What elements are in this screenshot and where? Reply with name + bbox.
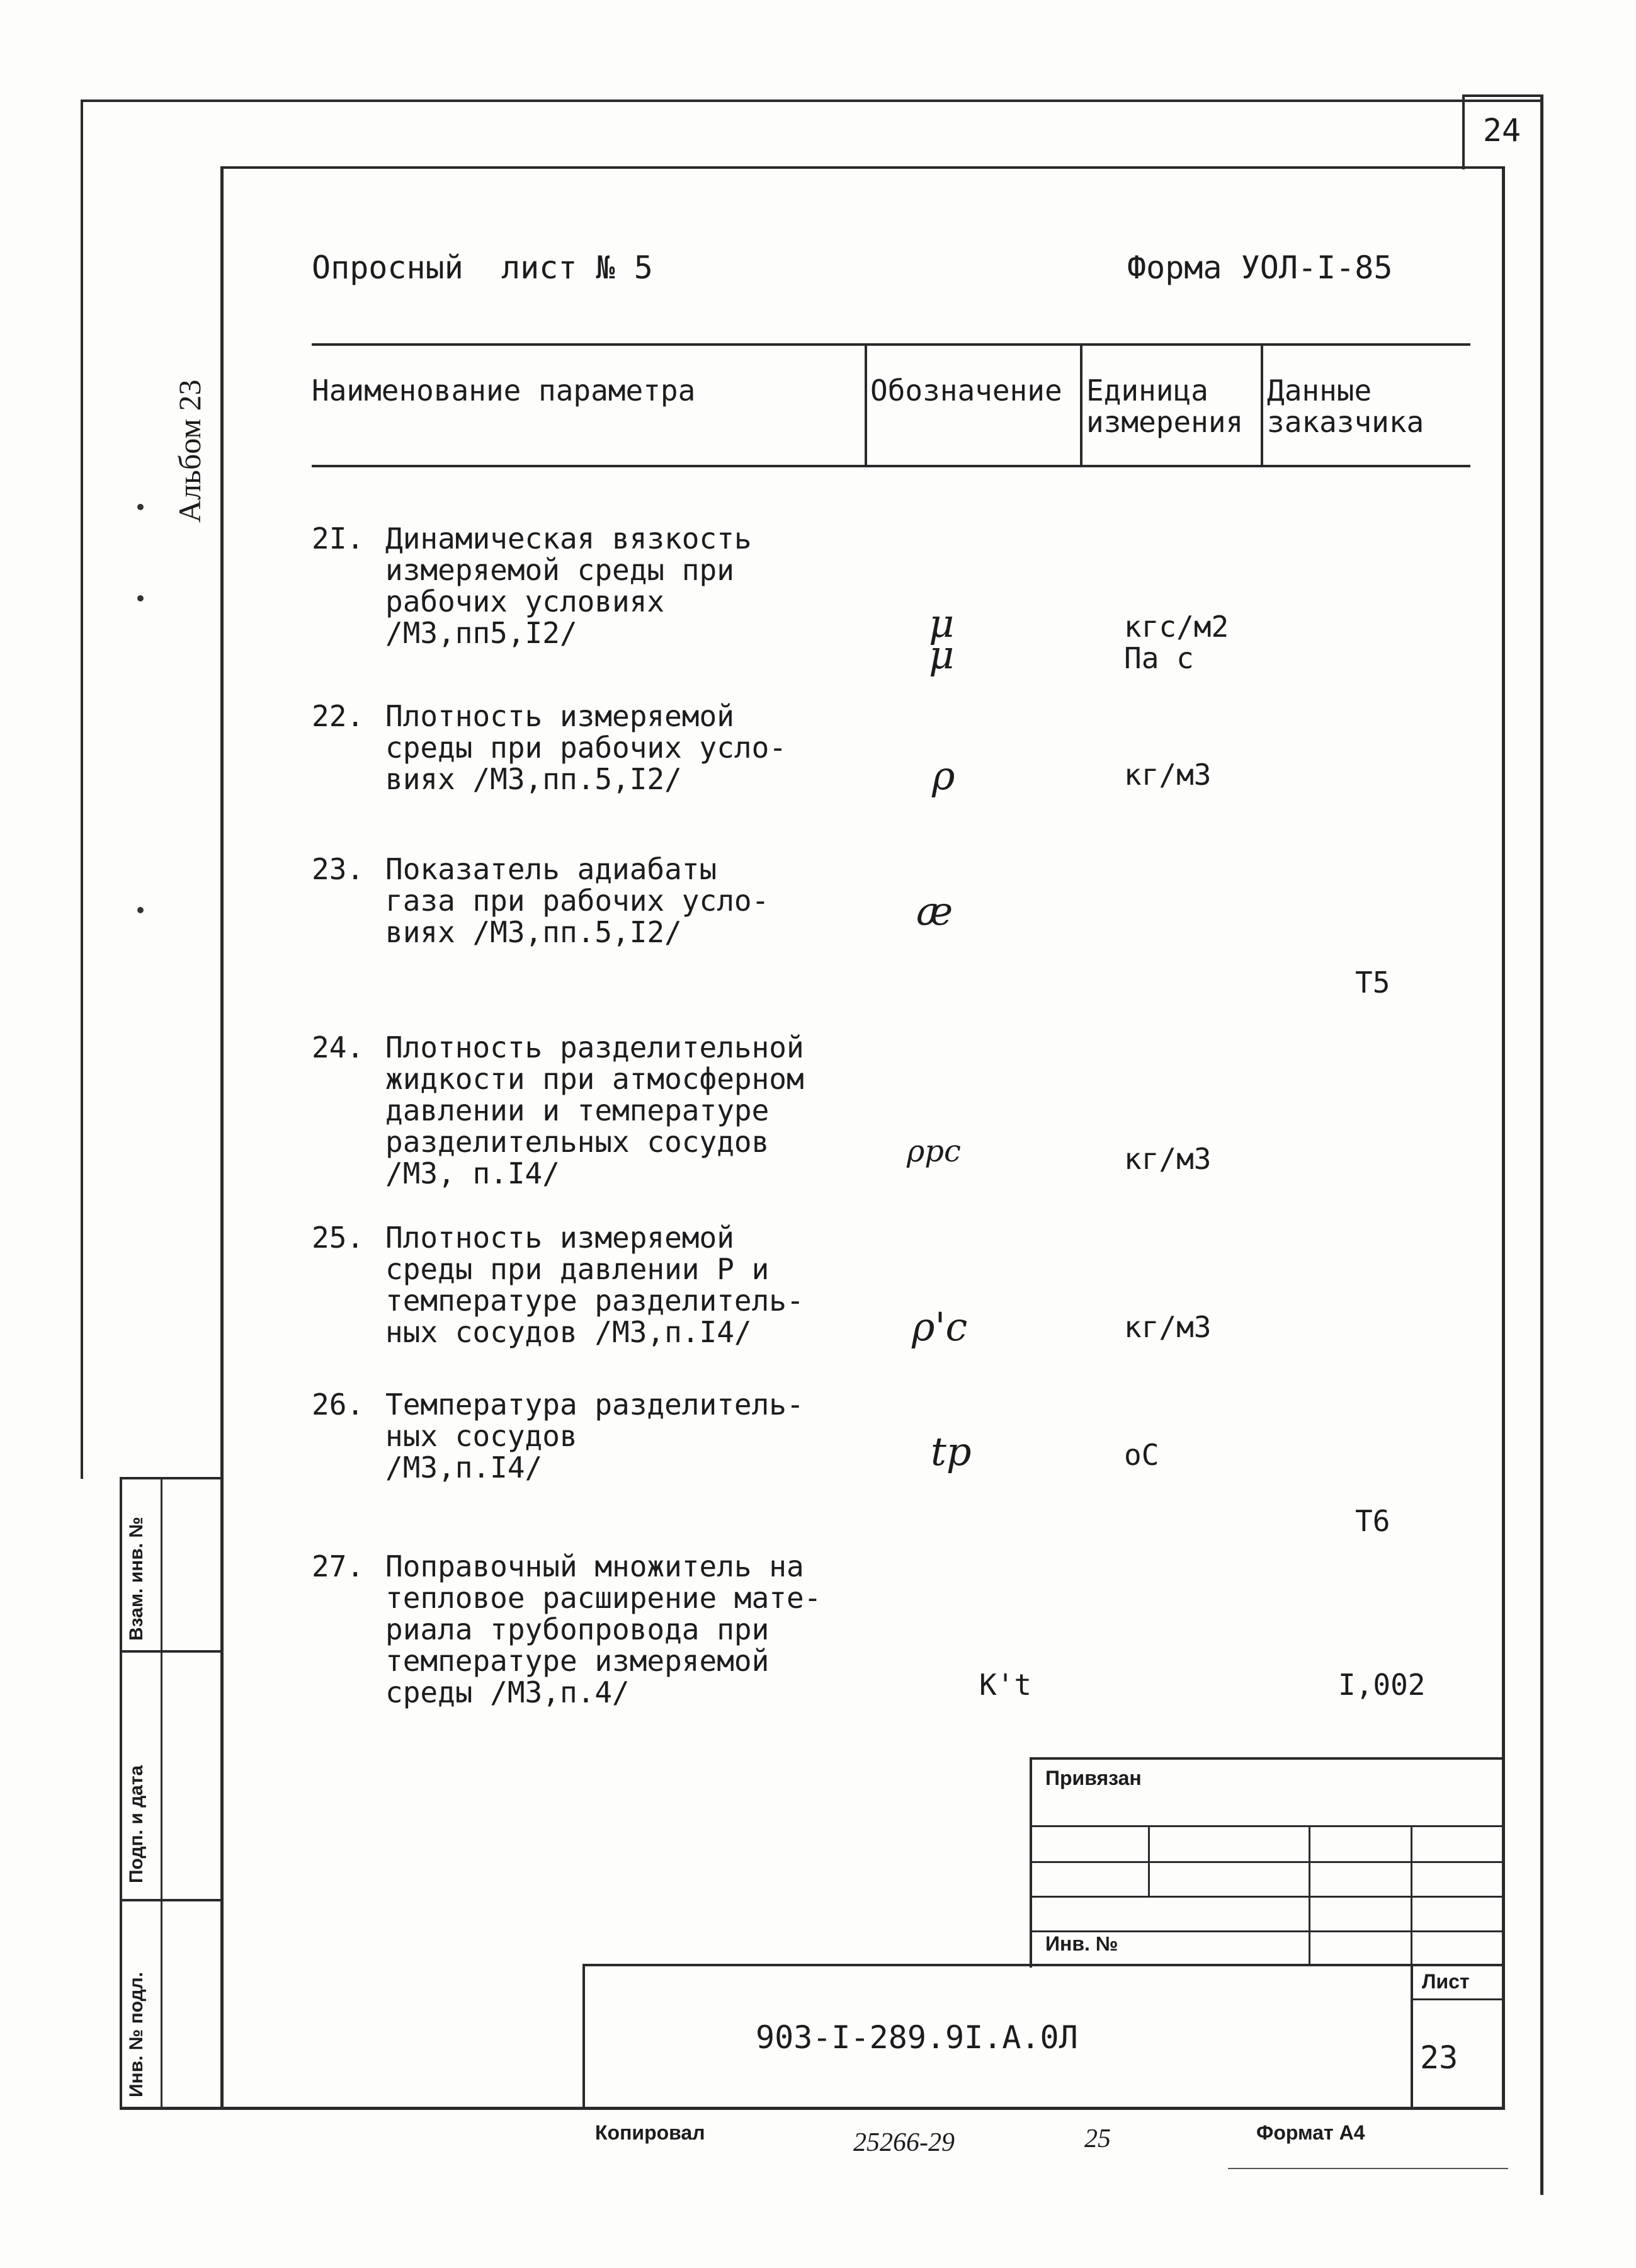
- row-23-text: Показатель адиабаты газа при рабочих усло- виях /МЗ,пп.5,I2/: [385, 852, 770, 949]
- row-26-unit: оС: [1124, 1438, 1159, 1472]
- row-22-number: 22.: [312, 699, 365, 733]
- side-stamp-sep-1: [120, 1650, 224, 1653]
- row-27-value: I,002: [1338, 1668, 1426, 1702]
- outer-frame-top: [81, 100, 1543, 102]
- binding-rule-2: [1030, 1861, 1502, 1863]
- row-23-symbol: æ: [916, 888, 953, 934]
- row-27-symbol: К't: [979, 1668, 1032, 1702]
- doc-code: 903-I-289.9I.A.0Л: [756, 2019, 1078, 2056]
- col-header-customer: Данные заказчика: [1267, 373, 1424, 439]
- binding-rule-1: [1030, 1825, 1502, 1827]
- side-stamp-mid: [161, 1477, 162, 2110]
- footer-kopiroval: Копировал: [595, 2121, 705, 2144]
- row-24-number: 24.: [312, 1030, 365, 1064]
- footer-page: 25: [1084, 2124, 1111, 2153]
- side-stamp-vzam-inv: Взам. инв. №: [126, 1517, 147, 1641]
- side-stamp-top: [120, 1477, 224, 1479]
- title-block-top: [582, 1964, 1505, 1966]
- row-24-symbol: ρрс: [907, 1134, 961, 1169]
- outer-frame-right: [1540, 94, 1543, 2195]
- col-header-symbol: Обозначение: [870, 373, 1062, 407]
- binding-col-2: [1309, 1825, 1310, 1965]
- row-24-unit: кг/м3: [1124, 1142, 1212, 1176]
- col-sep-2: [1080, 343, 1082, 466]
- sheet-number: 24: [1482, 112, 1521, 149]
- row-25-number: 25.: [312, 1221, 365, 1255]
- row-23-number: 23.: [312, 852, 365, 886]
- row-21-symbol: μ μ: [929, 600, 955, 678]
- footer-order: 25266-29: [853, 2128, 955, 2157]
- inner-frame-top: [220, 166, 1505, 169]
- row-22-unit: кг/м3: [1124, 758, 1212, 792]
- binding-label: Привязан: [1045, 1767, 1142, 1789]
- list-number: 23: [1420, 2039, 1458, 2076]
- side-stamp-podp-data: Подп. и дата: [126, 1765, 147, 1883]
- row-25-symbol: ρ'c: [912, 1304, 968, 1350]
- footer-format: Формат А4: [1256, 2121, 1365, 2144]
- row-26-number: 26.: [312, 1388, 365, 1422]
- title-block-left: [582, 1964, 585, 2109]
- margin-dot: [137, 595, 144, 601]
- title-block-sheet-rule: [1411, 1998, 1505, 2000]
- row-26-text: Температура разделитель- ных сосудов /МЗ,п.I4/: [385, 1388, 804, 1484]
- album-label: Альбом 23: [172, 379, 207, 523]
- form-label: Форма УОЛ-I-85: [1127, 249, 1393, 286]
- row-21-number: 2I.: [312, 521, 365, 556]
- inv-label: Инв. №: [1045, 1932, 1118, 1955]
- table-top-rule: [312, 343, 1470, 346]
- row-22-symbol: ρ: [932, 753, 955, 799]
- binding-col-3: [1411, 1825, 1412, 1965]
- col-header-unit: Единица измерения: [1086, 373, 1244, 439]
- margin-dot: [137, 504, 144, 510]
- outer-frame-left: [81, 100, 83, 1479]
- margin-dot: [137, 907, 144, 913]
- row-24-text: Плотность разделительной жидкости при атмосферном давлении и температуре разделительных сосудов /МЗ, п.I4/: [385, 1030, 804, 1190]
- row-22-text: Плотность измеряемой среды при рабочих усло- виях /МЗ,пп.5,I2/: [385, 699, 787, 796]
- row-26-symbol: tр: [931, 1428, 972, 1474]
- row-27-number: 27.: [312, 1549, 365, 1583]
- side-stamp-left: [120, 1477, 122, 2110]
- row-27-text: Поправочный множитель на тепловое расширение мате- риала трубопровода при температуре измеряемой среды /МЗ,п.4/: [385, 1549, 822, 1709]
- inner-frame-left: [220, 166, 224, 2109]
- row-21-text: Динамическая вязкость измеряемой среды при рабочих условиях /МЗ,пп5,I2/: [385, 521, 752, 650]
- inner-frame-bottom: [120, 2107, 1505, 2110]
- outer-frame-bottom: [1228, 2168, 1508, 2169]
- table-header-rule: [312, 465, 1470, 467]
- row-25-text: Плотность измеряемой среды при давлении Р и температуре разделитель- ных сосудов /МЗ,п.I4/: [385, 1221, 804, 1349]
- note-t6: Т6: [1355, 1504, 1390, 1538]
- row-25-unit: кг/м3: [1124, 1310, 1212, 1344]
- col-header-name: Наименование параметра: [312, 373, 696, 407]
- binding-rule-3: [1030, 1896, 1502, 1898]
- note-t5: Т5: [1355, 966, 1390, 1000]
- side-stamp-sep-2: [120, 1899, 224, 1901]
- row-21-unit: кгс/м2 Па с: [1124, 610, 1229, 675]
- col-sep-3: [1261, 343, 1263, 466]
- binding-col-1: [1148, 1825, 1150, 1898]
- col-sep-1: [865, 343, 867, 466]
- side-stamp-inv-podl: Инв. № подл.: [126, 1971, 147, 2097]
- questionnaire-title: Опросный лист № 5: [312, 249, 653, 286]
- title-block-sheet-sep: [1411, 1964, 1413, 2109]
- list-label: Лист: [1422, 1970, 1470, 1993]
